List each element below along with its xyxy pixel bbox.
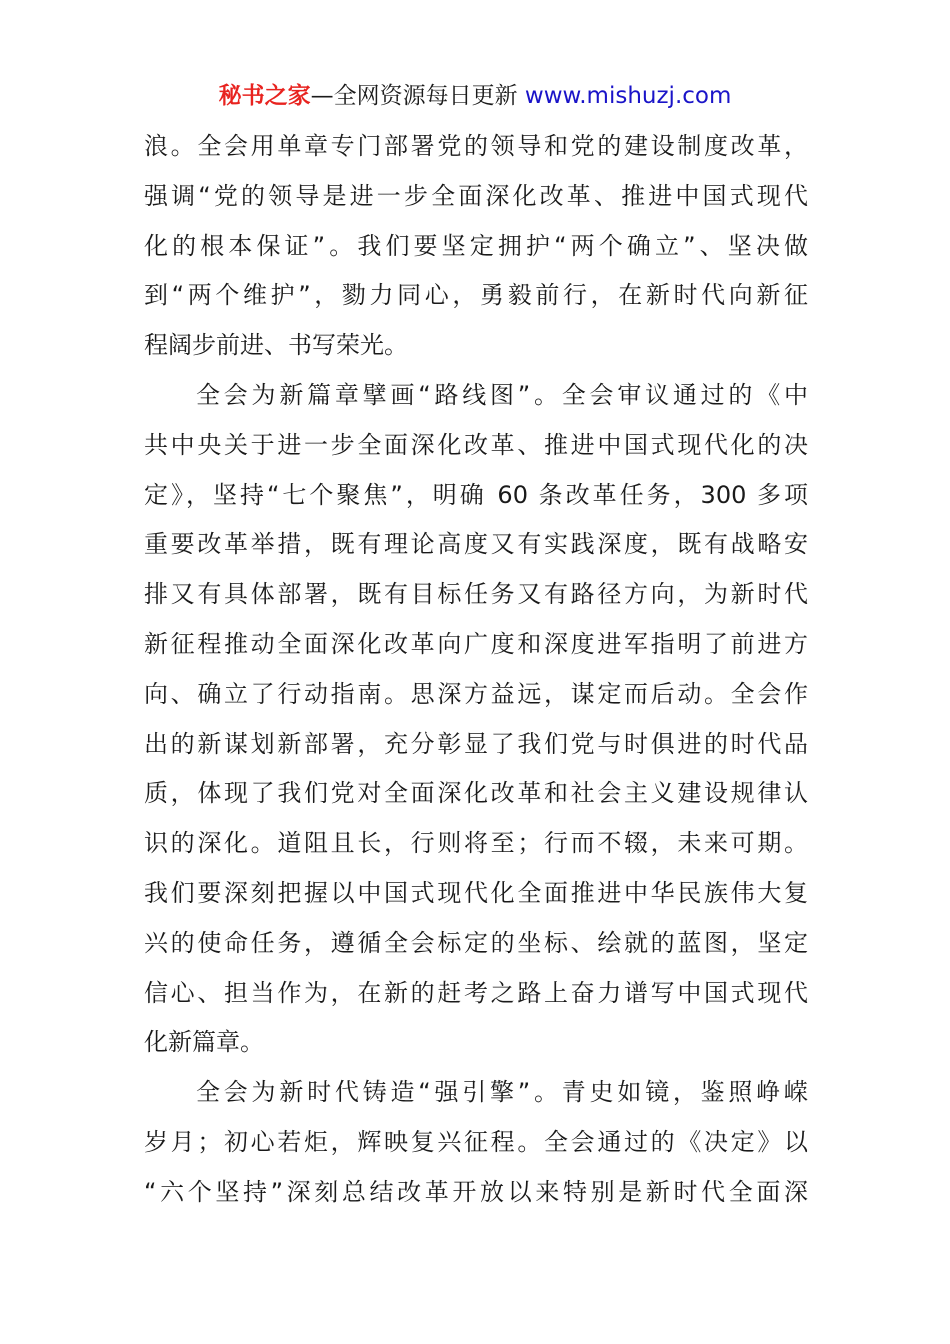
text-line: 化的根本保证”。我们要坚定拥护“两个确立”、坚决做	[144, 231, 808, 260]
text-line: 排又有具体部署，既有目标任务又有路径方向，为新时代	[144, 580, 808, 609]
text-line: 定》，坚持“七个聚焦”，明确 60 条改革任务，300 多项	[144, 480, 808, 509]
paragraph-first-line: 全会为新篇章擘画“路线图”。全会审议通过的《中	[196, 380, 808, 409]
page-header	[0, 82, 950, 110]
document-body	[144, 122, 808, 1218]
text-line: 质，体现了我们党对全面深化改革和社会主义建设规律认	[144, 779, 808, 808]
text-line: 出的新谋划新部署，充分彰显了我们党与时俱进的时代品	[144, 729, 808, 758]
text-line: 强调“党的领导是进一步全面深化改革、推进中国式现代	[144, 181, 808, 210]
text-line: “六个坚持”深刻总结改革开放以来特别是新时代全面深	[144, 1177, 808, 1206]
text-line: 浪。全会用单章专门部署党的领导和党的建设制度改革，	[144, 132, 808, 160]
text-line: 识的深化。道阻且长，行则将至；行而不辍，未来可期。	[144, 829, 808, 858]
text-line: 重要改革举措，既有理论高度又有实践深度，既有战略安	[144, 530, 808, 559]
text-line: 共中央关于进一步全面深化改革、推进中国式现代化的决	[144, 430, 808, 459]
text-line: 到“两个维护”，勠力同心，勇毅前行，在新时代向新征	[144, 281, 808, 310]
text-line: 我们要深刻把握以中国式现代化全面推进中华民族伟大复	[144, 878, 808, 907]
text-line: 信心、担当作为，在新的赶考之路上奋力谱写中国式现代	[144, 978, 808, 1007]
text-line: 岁月；初心若炬，辉映复兴征程。全会通过的《决定》以	[144, 1127, 808, 1156]
text-line: 程阔步前进、书写荣光。	[144, 331, 408, 360]
site-url-link[interactable]: www.mishuzj.com	[524, 83, 732, 109]
text-line: 向、确立了行动指南。思深方益远，谋定而后动。全会作	[144, 679, 808, 708]
text-line: 化新篇章。	[144, 1028, 264, 1057]
brand-name: 秘书之家	[218, 83, 311, 109]
text-line: 新征程推动全面深化改革向广度和深度进军指明了前进方	[144, 629, 808, 658]
paragraph-first-line: 全会为新时代铸造“强引擎”。青史如镜，鉴照峥嵘	[196, 1078, 808, 1107]
header-tagline: —全网资源每日更新	[310, 83, 525, 109]
text-line: 兴的使命任务，遵循全会标定的坐标、绘就的蓝图，坚定	[144, 928, 808, 957]
